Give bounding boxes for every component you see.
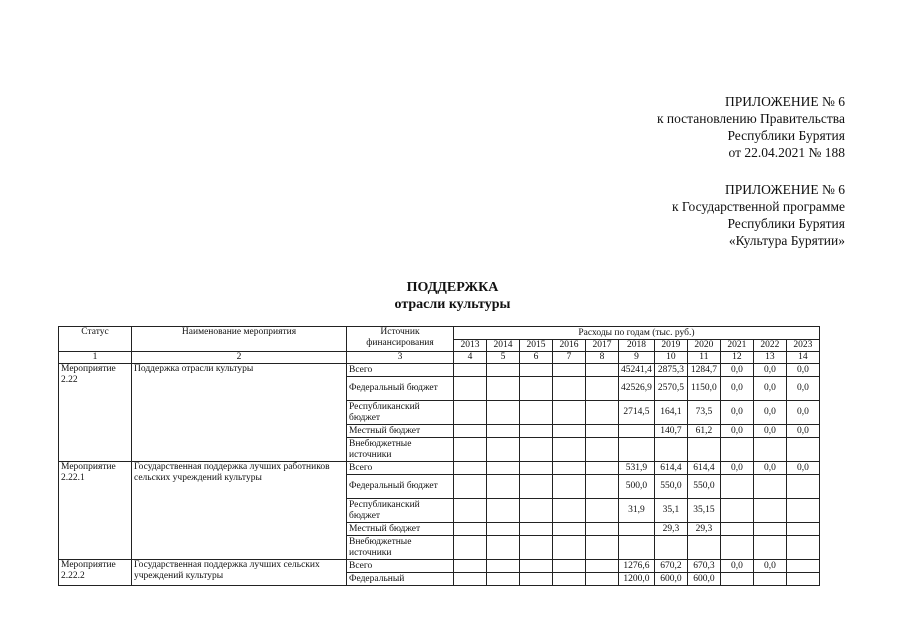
column-number: 11 [687, 352, 720, 364]
expense-value [520, 560, 553, 573]
expense-value [487, 536, 520, 560]
column-number: 5 [487, 352, 520, 364]
expense-value: 0,0 [720, 401, 753, 425]
column-number: 7 [553, 352, 586, 364]
expense-value [586, 499, 619, 523]
expense-value [753, 475, 786, 499]
expense-value [487, 425, 520, 438]
expense-value [720, 573, 753, 586]
expense-value [586, 401, 619, 425]
appendix-program-line2: к Государственной программе [671, 199, 845, 214]
expense-value [520, 462, 553, 475]
expense-value [454, 536, 487, 560]
expense-value [487, 377, 520, 401]
column-number: 10 [654, 352, 687, 364]
measure-status: Мероприятие 2.22.2 [59, 560, 132, 586]
expense-value: 0,0 [720, 364, 753, 377]
expense-value: 614,4 [654, 462, 687, 475]
appendix-program-line3: Республики Бурятия [727, 216, 845, 231]
expense-value: 164,1 [654, 401, 687, 425]
expense-value [520, 377, 553, 401]
expense-value [487, 523, 520, 536]
expense-value: 61,2 [687, 425, 720, 438]
expense-value [687, 438, 720, 462]
expense-value: 550,0 [687, 475, 720, 499]
expense-value [619, 425, 655, 438]
expense-value: 35,15 [687, 499, 720, 523]
expense-value [786, 523, 819, 536]
funding-source: Местный бюджет [347, 425, 454, 438]
expense-value [454, 401, 487, 425]
expense-value [586, 377, 619, 401]
expense-value [654, 438, 687, 462]
expense-value [720, 499, 753, 523]
expense-value: 1150,0 [687, 377, 720, 401]
expense-value: 29,3 [654, 523, 687, 536]
expense-value [454, 377, 487, 401]
expense-value: 2570,5 [654, 377, 687, 401]
expense-value [553, 377, 586, 401]
funding-source: Местный бюджет [347, 523, 454, 536]
expense-value [720, 523, 753, 536]
expense-value [753, 523, 786, 536]
expense-value: 0,0 [753, 425, 786, 438]
document-subtitle: отрасли культуры [394, 297, 511, 312]
column-number: 12 [720, 352, 753, 364]
expense-value: 0,0 [753, 364, 786, 377]
funding-source: Республиканский бюджет [347, 499, 454, 523]
expense-value: 0,0 [720, 462, 753, 475]
expense-value [586, 536, 619, 560]
expense-value [520, 438, 553, 462]
funding-source: Федеральный бюджет [347, 377, 454, 401]
appendix-program-line1: ПРИЛОЖЕНИЕ № 6 [724, 182, 845, 197]
measure-status: Мероприятие 2.22 [59, 364, 132, 462]
column-number: 1 [59, 352, 132, 364]
expense-value [520, 523, 553, 536]
expense-value [786, 475, 819, 499]
funding-source: Федеральный [347, 573, 454, 586]
expense-value [454, 438, 487, 462]
expense-value [520, 364, 553, 377]
header-year: 2020 [687, 340, 720, 352]
expense-value [654, 536, 687, 560]
column-number: 14 [786, 352, 819, 364]
expense-value: 550,0 [654, 475, 687, 499]
appendix-program-line4: «Культура Бурятии» [728, 233, 845, 248]
expense-value: 1284,7 [687, 364, 720, 377]
expense-value: 0,0 [786, 462, 819, 475]
expense-value: 0,0 [753, 377, 786, 401]
header-expenses: Расходы по годам (тыс. руб.) [454, 327, 820, 340]
expense-value: 0,0 [720, 425, 753, 438]
expense-value: 0,0 [753, 401, 786, 425]
expense-value [586, 438, 619, 462]
measure-name: Государственная поддержка лучших работников сельских учреждений культуры [132, 462, 347, 560]
funding-source: Всего [347, 462, 454, 475]
appendix-program [672, 181, 845, 249]
expense-value [553, 573, 586, 586]
column-number: 13 [753, 352, 786, 364]
expense-value [454, 425, 487, 438]
expense-value [553, 438, 586, 462]
expense-value: 531,9 [619, 462, 655, 475]
expense-value [687, 536, 720, 560]
expense-value [553, 425, 586, 438]
table-row [59, 364, 820, 377]
header-year: 2016 [553, 340, 586, 352]
expense-value [786, 573, 819, 586]
expense-value [586, 523, 619, 536]
expense-value: 35,1 [654, 499, 687, 523]
expense-value [586, 462, 619, 475]
expense-value [487, 475, 520, 499]
header-name: Наименование мероприятия [132, 327, 347, 352]
expense-value [786, 536, 819, 560]
expense-value [553, 560, 586, 573]
expense-value: 0,0 [786, 364, 819, 377]
funding-source: Федеральный бюджет [347, 475, 454, 499]
header-status: Статус [59, 327, 132, 352]
expense-value: 2714,5 [619, 401, 655, 425]
expense-value [619, 438, 655, 462]
expense-value: 614,4 [687, 462, 720, 475]
appendix-decree-line3: Республики Бурятия [727, 128, 845, 143]
expense-value [520, 425, 553, 438]
expense-value: 600,0 [687, 573, 720, 586]
expense-value [553, 401, 586, 425]
expense-value [454, 475, 487, 499]
expense-value [487, 573, 520, 586]
expense-value [553, 462, 586, 475]
expense-value: 500,0 [619, 475, 655, 499]
column-number: 3 [347, 352, 454, 364]
expense-value [454, 560, 487, 573]
expense-value: 140,7 [654, 425, 687, 438]
expense-value [487, 462, 520, 475]
expense-value [619, 536, 655, 560]
expense-value [586, 475, 619, 499]
expense-value [487, 438, 520, 462]
expense-value [786, 499, 819, 523]
funding-source: Внебюджетные источники [347, 438, 454, 462]
header-year: 2013 [454, 340, 487, 352]
expense-value: 42526,9 [619, 377, 655, 401]
expense-value [553, 499, 586, 523]
expense-value [454, 573, 487, 586]
expense-value: 45241,4 [619, 364, 655, 377]
expense-value [487, 560, 520, 573]
expense-value [753, 573, 786, 586]
funding-source: Внебюджетные источники [347, 536, 454, 560]
expense-value [553, 536, 586, 560]
expense-value [487, 401, 520, 425]
expense-value [487, 499, 520, 523]
expense-value [720, 438, 753, 462]
measure-name: Государственная поддержка лучших сельских учреждений культуры [132, 560, 347, 586]
expense-value [520, 475, 553, 499]
expense-value: 0,0 [786, 377, 819, 401]
expense-value [586, 425, 619, 438]
appendix-decree-line4: от 22.04.2021 № 188 [728, 145, 845, 160]
expense-value: 0,0 [786, 425, 819, 438]
expense-value [520, 499, 553, 523]
expense-value [520, 401, 553, 425]
expense-value: 0,0 [753, 560, 786, 573]
funding-source: Всего [347, 364, 454, 377]
appendix-decree [657, 93, 845, 161]
expense-value: 670,2 [654, 560, 687, 573]
header-year: 2017 [586, 340, 619, 352]
expense-value [786, 438, 819, 462]
header-source: Источник финансирования [347, 327, 454, 352]
appendix-decree-line1: ПРИЛОЖЕНИЕ № 6 [724, 94, 845, 109]
expense-value [520, 573, 553, 586]
header-year: 2022 [753, 340, 786, 352]
header-year: 2021 [720, 340, 753, 352]
expense-value [586, 364, 619, 377]
expense-value [720, 536, 753, 560]
expense-value [454, 523, 487, 536]
expense-value: 1200,0 [619, 573, 655, 586]
expense-value: 0,0 [720, 377, 753, 401]
expense-value [753, 536, 786, 560]
appendix-decree-line2: к постановлению Правительства [656, 111, 845, 126]
table-row [59, 560, 820, 573]
expense-value: 1276,6 [619, 560, 655, 573]
expense-value: 73,5 [687, 401, 720, 425]
header-year: 2014 [487, 340, 520, 352]
measure-name: Поддержка отрасли культуры [132, 364, 347, 462]
expense-value [553, 364, 586, 377]
expense-value [619, 523, 655, 536]
expense-value [454, 462, 487, 475]
header-year: 2018 [619, 340, 655, 352]
expense-value: 29,3 [687, 523, 720, 536]
expense-value [786, 560, 819, 573]
table-row [59, 462, 820, 475]
expense-value [720, 475, 753, 499]
expense-value [753, 438, 786, 462]
header-year: 2015 [520, 340, 553, 352]
header-year: 2019 [654, 340, 687, 352]
column-number: 4 [454, 352, 487, 364]
expense-value [454, 364, 487, 377]
funding-source: Всего [347, 560, 454, 573]
expense-value [553, 475, 586, 499]
expense-value [553, 523, 586, 536]
expense-value [586, 573, 619, 586]
column-number: 6 [520, 352, 553, 364]
expense-value: 0,0 [786, 401, 819, 425]
header-year: 2023 [786, 340, 819, 352]
expense-value [586, 560, 619, 573]
column-number: 9 [619, 352, 655, 364]
expense-value: 2875,3 [654, 364, 687, 377]
expense-value: 600,0 [654, 573, 687, 586]
column-number: 8 [586, 352, 619, 364]
document-title: ПОДДЕРЖКА [406, 280, 499, 295]
expense-value [753, 499, 786, 523]
expense-value: 31,9 [619, 499, 655, 523]
expense-value: 0,0 [720, 560, 753, 573]
expense-value [454, 499, 487, 523]
expense-value [487, 364, 520, 377]
measure-status: Мероприятие 2.22.1 [59, 462, 132, 560]
expense-value: 670,3 [687, 560, 720, 573]
financing-table [58, 326, 820, 586]
expense-value [520, 536, 553, 560]
funding-source: Республиканский бюджет [347, 401, 454, 425]
expense-value: 0,0 [753, 462, 786, 475]
column-number: 2 [132, 352, 347, 364]
